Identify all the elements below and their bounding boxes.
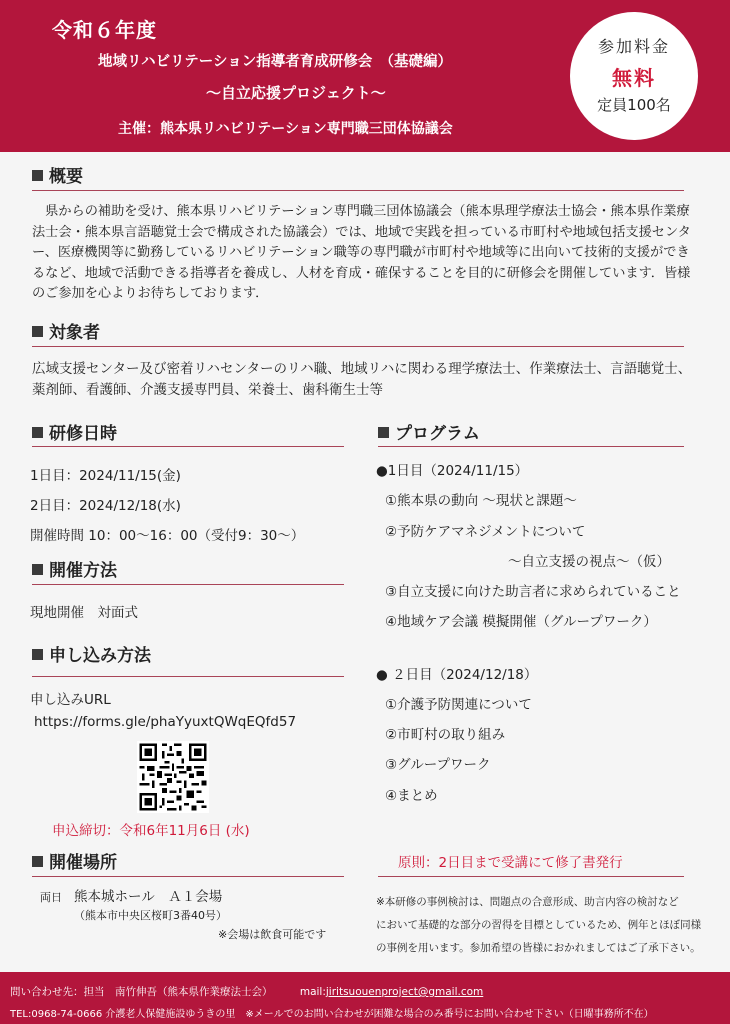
program-item: ③グループワーク bbox=[385, 757, 491, 773]
notice-line: において基礎的な部分の習得を目標としているため、例年とほぼ同様 bbox=[376, 919, 702, 931]
square-bullet-icon bbox=[32, 326, 43, 337]
program-day2-title: ● ２日目（2024/12/18） bbox=[376, 667, 538, 683]
program-day1-title: ●1日目（2024/11/15） bbox=[376, 463, 529, 479]
square-bullet-icon bbox=[378, 427, 389, 438]
program-item-subtitle: ～自立支援の視点～（仮） bbox=[508, 554, 670, 570]
contact-person: 問い合わせ先：担当 南竹伸吾（熊本県作業療法士会） bbox=[10, 986, 273, 998]
target-text: 広域支援センター及び密着リハセンターのリハ職、地域リハに関わる理学療法士、作業療法士、言語聴覚士、薬剤師、看護師、介護支援専門員、栄養士、歯科衛生士等 bbox=[32, 361, 692, 398]
date-day1: 1日目：2024/11/15(金) bbox=[30, 468, 181, 484]
divider bbox=[32, 876, 344, 877]
certificate-principle: 原則：2日目まで受講にて修了書発行 bbox=[398, 855, 623, 871]
notice-line: ※本研修の事例検討は、問題点の合意形成、助言内容の検討など bbox=[376, 896, 679, 908]
date-day2: 2日目：2024/12/18(水) bbox=[30, 498, 181, 514]
venue-name: 熊本城ホール Ａ１会場 bbox=[74, 889, 223, 905]
program-item: ④地域ケア会議 模擬開催（グループワーク） bbox=[385, 614, 657, 630]
event-title: 地域リハビリテーション指導者育成研修会 （基礎編） bbox=[98, 54, 452, 70]
dates-heading: 研修日時 bbox=[32, 419, 117, 444]
program-item: ②市町村の取り組み bbox=[385, 727, 506, 743]
contact-email-link[interactable]: jiritsuouenproject@gmail.com bbox=[325, 986, 484, 998]
organizer: 主催：熊本県リハビリテーション専門職三団体協議会 bbox=[118, 121, 453, 137]
apply-url-label: 申し込みURL bbox=[30, 692, 111, 708]
program-item: ④まとめ bbox=[385, 788, 438, 804]
divider bbox=[32, 346, 684, 347]
apply-url-link[interactable]: https://forms.gle/phaYyuxtQWqEQfd57 bbox=[34, 714, 297, 730]
venue-heading: 開催場所 bbox=[32, 848, 117, 873]
divider bbox=[32, 446, 344, 447]
square-bullet-icon bbox=[32, 856, 43, 867]
program-item: ③自立支援に向けた助言者に求められていること bbox=[385, 584, 681, 600]
square-bullet-icon bbox=[32, 649, 43, 660]
divider bbox=[32, 190, 684, 191]
divider bbox=[32, 676, 344, 677]
overview-text: 県からの補助を受け、熊本県リハビリテーション専門職三団体協議会（熊本県理学療法士協会・熊本県作業療法士会・熊本県言語聴覚士会で構成された協議会）では、地域で実践を担っている市町村や地域包括支援センター、医療機関等に勤務しているリハビリテーション職等の専門職が市町村や地域等に出向いて技術的支援ができるなど、地域で活動できる指導者を養成し、人材を育成・確保することを目的に研修会を開催しています．皆様のご参加を心よりお待ちしております． bbox=[32, 204, 691, 301]
overview-heading: 概要 bbox=[32, 162, 83, 187]
qr-code-icon[interactable] bbox=[137, 741, 209, 813]
square-bullet-icon bbox=[32, 427, 43, 438]
event-year: 令和６年度 bbox=[52, 18, 157, 42]
program-item: ①熊本県の動向 ～現状と課題～ bbox=[385, 493, 577, 509]
event-hours: 開催時間 10：00～16：00（受付9：30～） bbox=[30, 528, 305, 544]
divider bbox=[378, 446, 684, 447]
notice-line: の事例を用います。参加希望の皆様におかれましてはご了承下さい。 bbox=[376, 942, 701, 954]
footer-contact bbox=[10, 984, 483, 999]
program-heading: プログラム bbox=[378, 419, 480, 444]
footer-phone: TEL:0968-74-0666 介護老人保健施設ゆうきの里 ※メールでのお問い合わせが困難な場合のみ番号にお問い合わせ下さい（日曜事務所不在） bbox=[10, 1009, 654, 1020]
target-heading: 対象者 bbox=[32, 318, 100, 343]
square-bullet-icon bbox=[32, 564, 43, 575]
fee-badge bbox=[570, 12, 698, 140]
divider bbox=[378, 876, 684, 877]
capacity: 定員100名 bbox=[597, 96, 671, 114]
venue-note: ※会場は飲食可能です bbox=[218, 928, 327, 941]
mail-label: mail: bbox=[299, 986, 326, 998]
fee-value: 無料 bbox=[612, 66, 656, 90]
method-text: 現地開催 対面式 bbox=[30, 605, 138, 621]
program-item: ①介護予防関連について bbox=[385, 697, 532, 713]
method-heading: 開催方法 bbox=[32, 556, 117, 581]
event-subtitle: ～自立応援プロジェクト～ bbox=[206, 84, 386, 102]
square-bullet-icon bbox=[32, 170, 43, 181]
footer-bar bbox=[0, 972, 730, 1024]
venue-both-days: 両日 bbox=[40, 891, 62, 904]
fee-label: 参加料金 bbox=[597, 37, 670, 56]
divider bbox=[32, 584, 344, 585]
apply-deadline: 申込締切：令和6年11月6日 (水) bbox=[52, 823, 250, 839]
venue-address: （熊本市中央区桜町3番40号） bbox=[74, 909, 227, 922]
program-item: ②予防ケアマネジメントについて bbox=[385, 524, 586, 540]
apply-heading: 申し込み方法 bbox=[32, 641, 151, 666]
